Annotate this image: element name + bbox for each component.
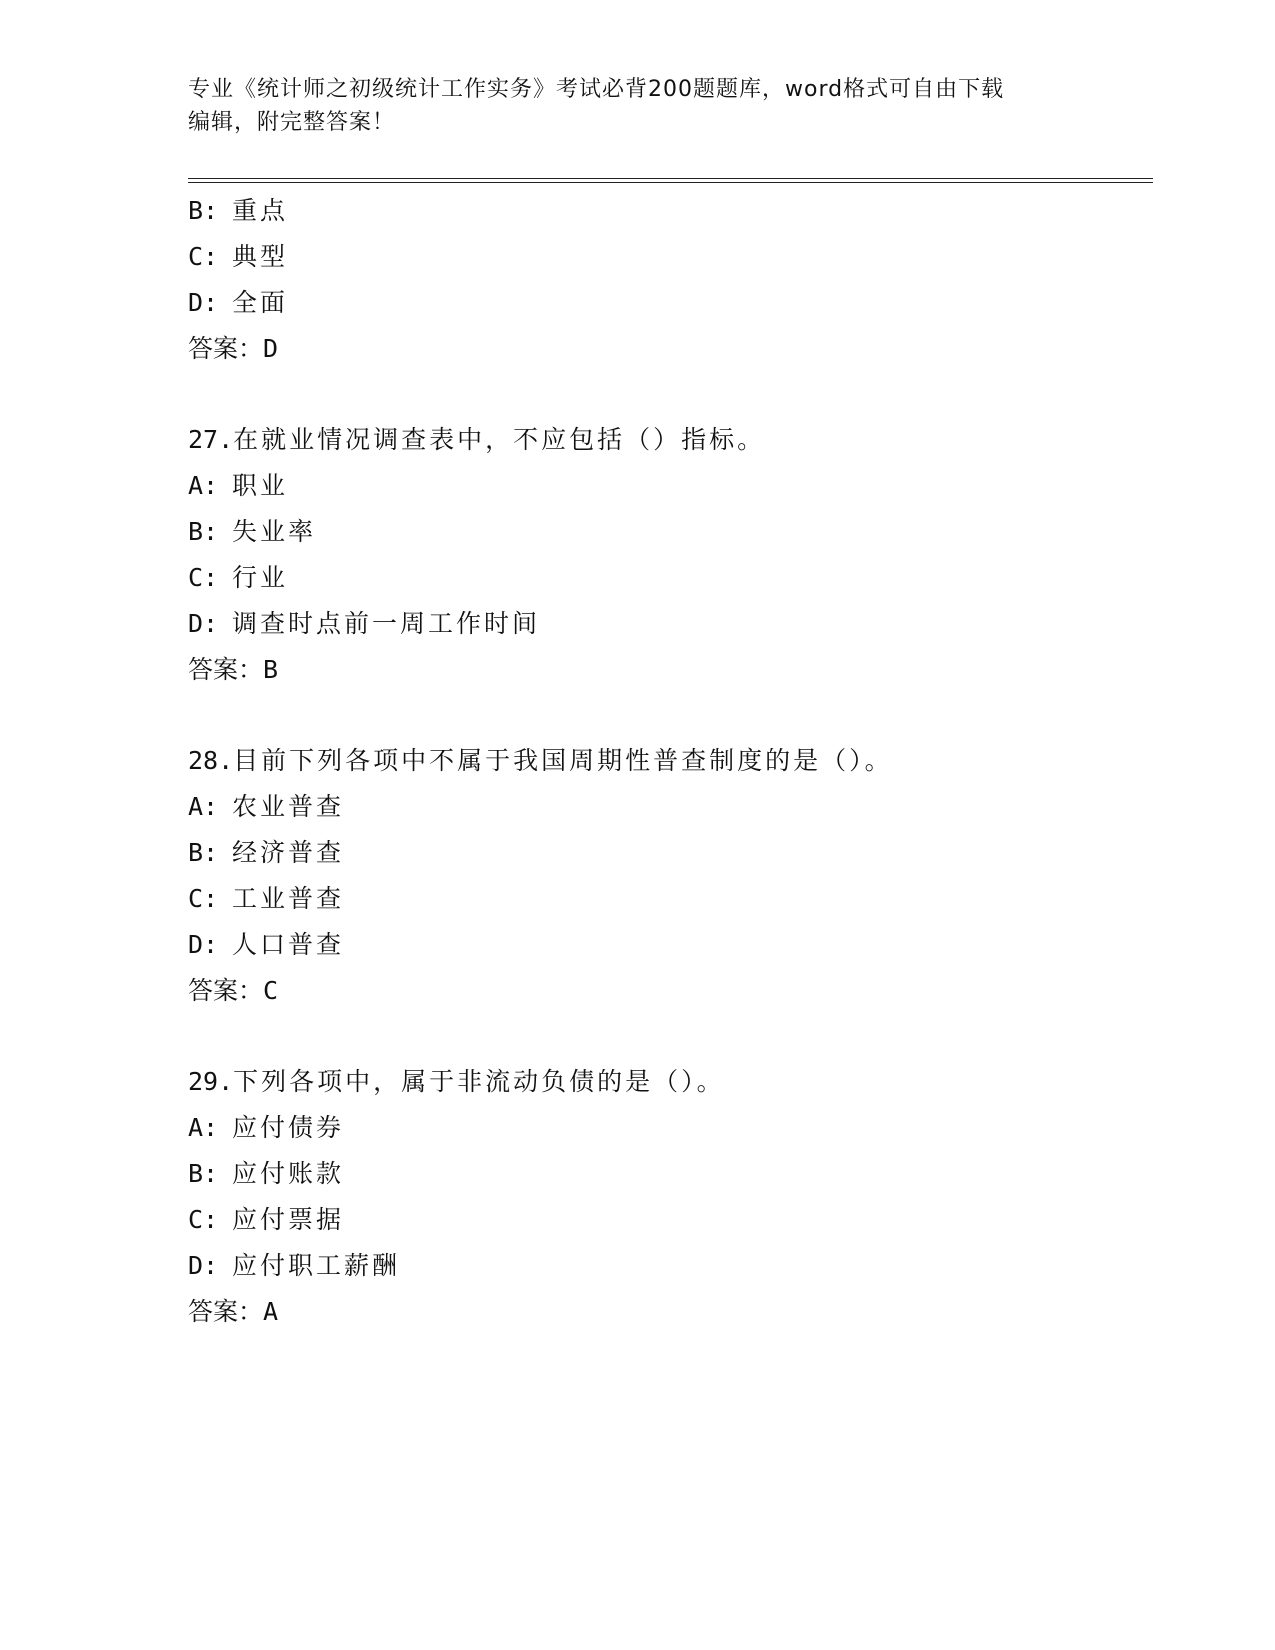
question-number: 29. (188, 1067, 234, 1096)
option-text: 应付债券 (232, 1113, 345, 1142)
option-row (188, 876, 1148, 922)
document-header (188, 73, 1078, 139)
option-row (188, 463, 1148, 509)
option-row (188, 188, 1148, 234)
option-text: 应付账款 (232, 1159, 345, 1188)
answer-value: B (263, 655, 279, 684)
answer-value: A (263, 1297, 279, 1326)
option-row (188, 280, 1148, 326)
question-text: 下列各项中，属于非流动负债的是（）。 (233, 1067, 725, 1096)
question-text: 目前下列各项中不属于我国周期性普查制度的是（）。 (233, 746, 893, 775)
question-stem (188, 1059, 1148, 1105)
answer-row (188, 968, 1148, 1014)
option-text: 行业 (232, 563, 289, 592)
option-key: A: (188, 1113, 219, 1142)
header-divider-top (188, 178, 1153, 179)
option-row (188, 509, 1148, 555)
question-block-29 (188, 1059, 1148, 1335)
option-key: A: (188, 792, 219, 821)
answer-value: C (263, 976, 279, 1005)
option-key: D: (188, 609, 219, 638)
question-stem (188, 417, 1148, 463)
option-row (188, 922, 1148, 968)
option-text: 调查时点前一周工作时间 (232, 609, 541, 638)
answer-row (188, 326, 1148, 372)
option-row (188, 1151, 1148, 1197)
header-title-line-1: 专业《统计师之初级统计工作实务》考试必背200题题库，word格式可自由下载 (188, 77, 1005, 102)
option-key: C: (188, 1205, 219, 1234)
question-stem (188, 738, 1148, 784)
header-title-line-2: 编辑，附完整答案！ (188, 110, 396, 135)
option-text: 工业普查 (232, 884, 345, 913)
option-key: C: (188, 563, 219, 592)
header-divider-bottom (188, 182, 1153, 183)
option-key: B: (188, 838, 219, 867)
option-row (188, 555, 1148, 601)
option-text: 全面 (232, 288, 289, 317)
answer-label: 答案： (188, 334, 264, 363)
option-text: 重点 (232, 196, 289, 225)
option-key: D: (188, 930, 219, 959)
option-text: 典型 (232, 242, 289, 271)
option-text: 人口普查 (232, 930, 345, 959)
option-row (188, 830, 1148, 876)
question-list (188, 188, 1148, 1335)
answer-label: 答案： (188, 1297, 264, 1326)
option-row (188, 601, 1148, 647)
option-key: B: (188, 517, 219, 546)
option-text: 失业率 (232, 517, 317, 546)
option-text: 经济普查 (232, 838, 345, 867)
answer-row (188, 1289, 1148, 1335)
option-key: B: (188, 196, 219, 225)
answer-label: 答案： (188, 655, 264, 684)
option-text: 农业普查 (232, 792, 345, 821)
option-key: D: (188, 1251, 219, 1280)
option-row (188, 234, 1148, 280)
option-text: 应付票据 (232, 1205, 345, 1234)
option-text: 应付职工薪酬 (232, 1251, 401, 1280)
option-row (188, 1197, 1148, 1243)
option-row (188, 784, 1148, 830)
option-row (188, 1243, 1148, 1289)
answer-value: D (263, 334, 279, 363)
question-block-partial (188, 188, 1148, 372)
option-text: 职业 (232, 471, 289, 500)
answer-label: 答案： (188, 976, 264, 1005)
question-number: 28. (188, 746, 234, 775)
option-key: C: (188, 242, 219, 271)
option-row (188, 1105, 1148, 1151)
question-block-27 (188, 417, 1148, 693)
answer-row (188, 647, 1148, 693)
option-key: A: (188, 471, 219, 500)
question-text: 在就业情况调查表中，不应包括（）指标。 (233, 425, 766, 454)
option-key: B: (188, 1159, 219, 1188)
option-key: C: (188, 884, 219, 913)
option-key: D: (188, 288, 219, 317)
question-block-28 (188, 738, 1148, 1014)
question-number: 27. (188, 425, 234, 454)
